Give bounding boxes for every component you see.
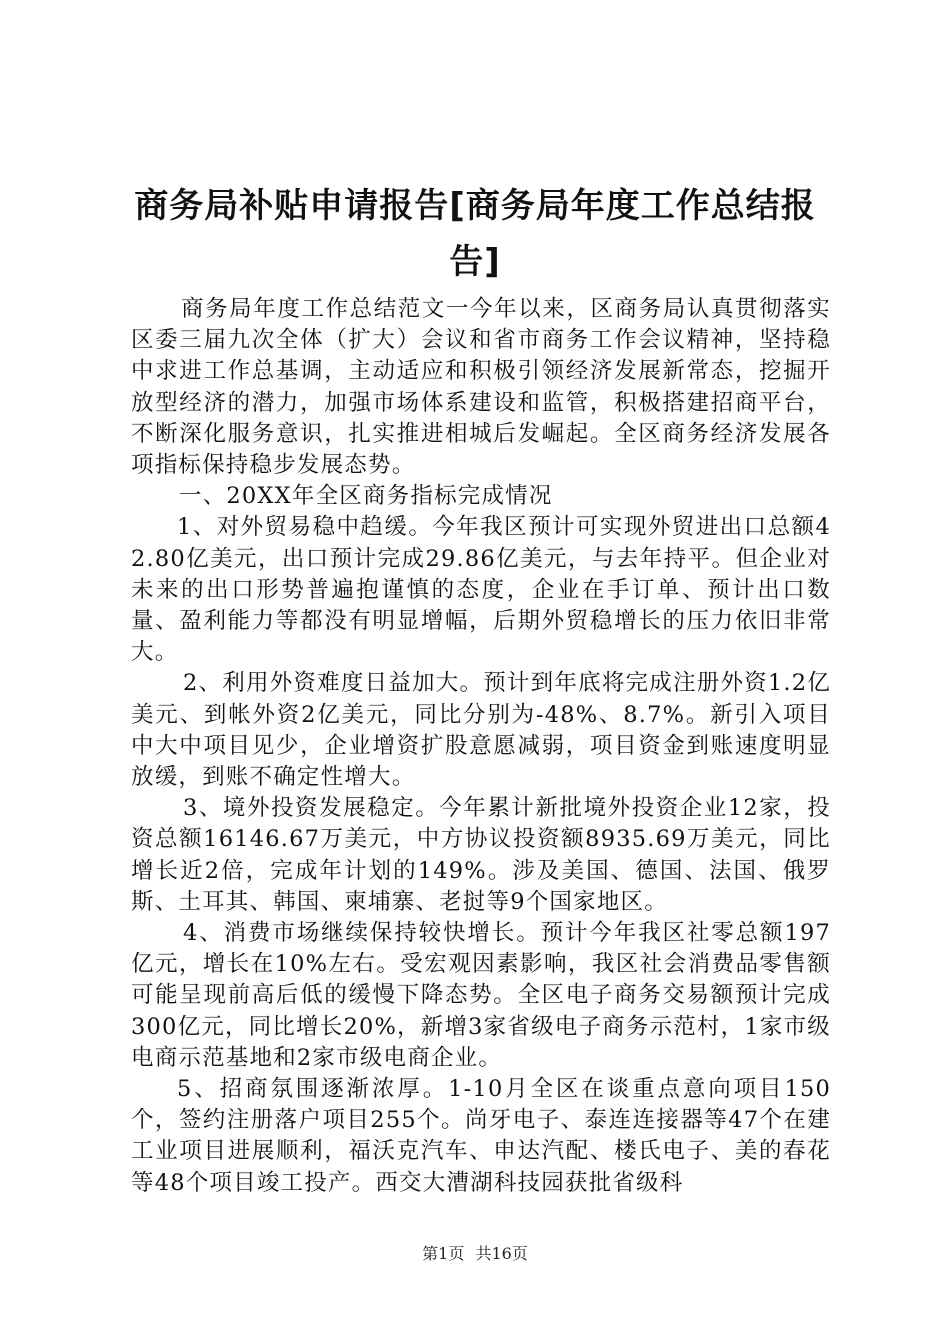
- paragraph-overseas-investment: 3、境外投资发展稳定。今年累计新批境外投资企业12家，投资总额16146.67万美元，中方协议投资额8935.69万美元，同比增长近2倍，完成年计划的149%。涉及美国、德国、法国、俄罗斯、土耳其、韩国、柬埔寨、老挝等9个国家地区。: [131, 795, 831, 915]
- paragraph-foreign-trade: 1、对外贸易稳中趋缓。今年我区预计可实现外贸进出口总额42.80亿美元，出口预计完成29.86亿美元，与去年持平。但企业对未来的出口形势普遍抱谨慎的态度，企业在手订单、预计出口数量、盈利能力等都没有明显增幅，后期外贸稳增长的压力依旧非常大。: [131, 514, 831, 666]
- page-total: 共16页: [475, 1244, 528, 1263]
- paragraph-intro: 商务局年度工作总结范文一今年以来，区商务局认真贯彻落实区委三届九次全体（扩大）会议和省市商务工作会议精神，坚持稳中求进工作总基调，主动适应和积极引领经济发展新常态，挖掘开放型经济的潜力，加强市场体系建设和监管，积极搭建招商平台，不断深化服务意识，扎实推进相城后发崛起。全区商务经济发展各项指标保持稳步发展态势。: [131, 296, 831, 479]
- document-title: 商务局补贴申请报告[商务局年度工作总结报告]: [134, 186, 816, 282]
- page-footer: [0, 1242, 950, 1266]
- paragraph-investment-promotion: 5、招商氛围逐渐浓厚。1-10月全区在谈重点意向项目150个，签约注册落户项目255个。尚牙电子、泰连连接器等47个在建工业项目进展顺利，福沃克汽车、申达汽配、楼氏电子、美的春花等48个项目竣工投产。西交大漕湖科技园获批省级科: [131, 1076, 831, 1196]
- paragraph-foreign-investment: 2、利用外资难度日益加大。预计到年底将完成注册外资1.2亿美元、到帐外资2亿美元，同比分别为-48%、8.7%。新引入项目中大中项目见少，企业增资扩股意愿减弱，项目资金到账速度明显放缓，到账不确定性增大。: [131, 670, 831, 791]
- document-body: [131, 294, 831, 1199]
- section-heading: 一、20XX年全区商务指标完成情况: [179, 483, 553, 510]
- paragraph-consumer-market: 4、消费市场继续保持较快增长。预计今年我区社零总额197亿元，增长在10%左右。受宏观因素影响，我区社会消费品零售额可能呈现前高后低的缓慢下降态势。全区电子商务交易额预计完成300亿元，同比增长20%，新增3家省级电子商务示范村，1家市级电商示范基地和2家市级电商企业。: [131, 920, 831, 1071]
- page-number: 第1页: [422, 1244, 465, 1263]
